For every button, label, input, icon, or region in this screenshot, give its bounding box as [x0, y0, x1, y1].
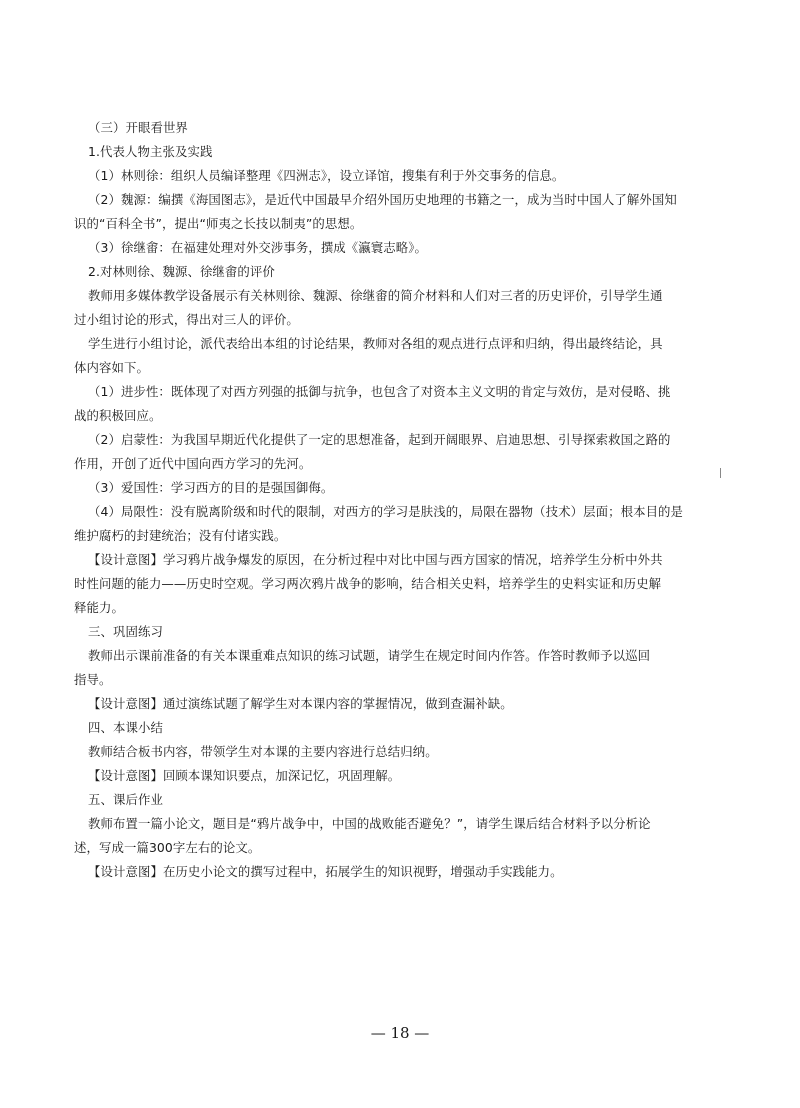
paragraph-line: （2）启蒙性：为我国早期近代化提供了一定的思想准备，起到开阔眼界、启迪思想、引导探索救国之路的 — [88, 432, 671, 447]
page-body — [74, 116, 684, 884]
paragraph-continuation-line: 维护腐朽的封建统治；没有付诸实践。 — [74, 528, 287, 543]
paragraph-line: 1.代表人物主张及实践 — [88, 144, 213, 159]
paragraph-line: 教师出示课前准备的有关本课重难点知识的练习试题，请学生在规定时间内作答。作答时教师予以巡回 — [88, 648, 651, 663]
paragraph-continuation-line: 释能力。 — [74, 600, 124, 615]
paragraph-line: （1）林则徐：组织人员编译整理《四洲志》，设立译馆，搜集有利于外交事务的信息。 — [88, 168, 565, 183]
paragraph-line: （3）爱国性：学习西方的目的是强国御侮。 — [88, 480, 334, 495]
paragraph-line: （1）进步性：既体现了对西方列强的抵御与抗争，也包含了对资本主义文明的肯定与效仿，是对侵略、挑 — [88, 384, 671, 399]
paragraph-continuation-line: 作用，开创了近代中国向西方学习的先河。 — [74, 456, 312, 471]
paragraph-continuation-line: 时性问题的能力——历史时空观。学习两次鸦片战争的影响，结合相关史料，培养学生的史料实证和历史解 — [74, 576, 662, 591]
paragraph-line: 2.对林则徐、魏源、徐继畬的评价 — [88, 264, 275, 279]
paragraph-line: 【设计意图】在历史小论文的撰写过程中，拓展学生的知识视野，增强动手实践能力。 — [88, 864, 563, 879]
paragraph-line: 【设计意图】回顾本课知识要点，加深记忆，巩固理解。 — [88, 768, 401, 783]
paragraph-line: 【设计意图】学习鸦片战争爆发的原因，在分析过程中对比中国与西方国家的情况，培养学生分析中外共 — [88, 552, 663, 567]
paragraph-line: 教师结合板书内容，带领学生对本课的主要内容进行总结归纳。 — [88, 744, 438, 759]
paragraph-line: 教师用多媒体教学设备展示有关林则徐、魏源、徐继畬的简介材料和人们对三者的历史评价，引导学生通 — [88, 288, 663, 303]
paragraph-line: 五、课后作业 — [88, 792, 163, 807]
paragraph-line: 三、巩固练习 — [88, 624, 163, 639]
paragraph-line: （3）徐继畬：在福建处理对外交涉事务，撰成《瀛寰志略》。 — [88, 240, 428, 255]
paragraph-line: （4）局限性：没有脱离阶级和时代的限制，对西方的学习是肤浅的，局限在器物（技术）层面；根本目的是 — [88, 504, 684, 519]
paragraph-line: 【设计意图】通过演练试题了解学生对本课内容的掌握情况，做到查漏补缺。 — [88, 696, 513, 711]
paragraph-line: 四、本课小结 — [88, 720, 163, 735]
paragraph-continuation-line: 指导。 — [74, 672, 112, 687]
paragraph-line: （三）开眼看世界 — [88, 120, 188, 135]
paragraph-line: 学生进行小组讨论，派代表给出本组的讨论结果，教师对各组的观点进行点评和归纳，得出最终结论，具 — [88, 336, 663, 351]
paragraph-continuation-line: 述，写成一篇300字左右的论文。 — [74, 840, 261, 855]
paragraph-continuation-line: 识的“百科全书”，提出“师夷之长技以制夷”的思想。 — [74, 216, 363, 231]
paragraph-continuation-line: 体内容如下。 — [74, 360, 149, 375]
paragraph-line: （2）魏源：编撰《海国图志》，是近代中国最早介绍外国历史地理的书籍之一，成为当时中国人了解外国知 — [88, 192, 677, 207]
page-number: — 18 — — [370, 1024, 430, 1042]
paragraph-continuation-line: 战的积极回应。 — [74, 408, 162, 423]
paragraph-line: 教师布置一篇小论文，题目是“鸦片战争中，中国的战败能否避免？”，请学生课后结合材料予以分析论 — [88, 816, 651, 831]
paragraph-continuation-line: 过小组讨论的形式，得出对三人的评价。 — [74, 312, 299, 327]
scan-mark — [720, 468, 721, 478]
